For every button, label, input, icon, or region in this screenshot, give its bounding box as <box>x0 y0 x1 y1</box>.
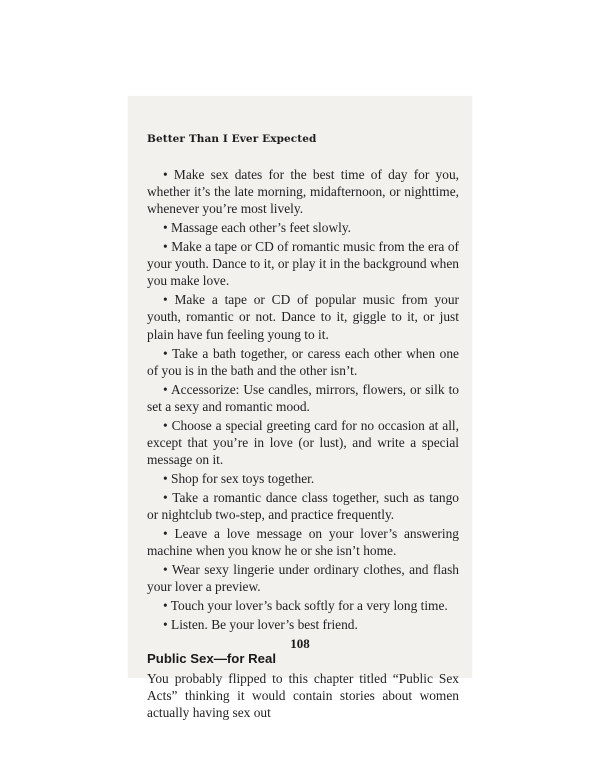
section-heading: Public Sex—for Real <box>147 651 276 667</box>
bullet-item: • Touch your lover’s back softly for a very long time. <box>163 598 448 614</box>
book-page <box>128 96 472 721</box>
bullet-item: • Take a bath together, or caress each other when one of you is in the bath and the other isn’t. <box>147 345 459 378</box>
bullet-item: • Accessorize: Use candles, mirrors, flowers, or silk to set a sexy and romantic mood. <box>147 381 459 414</box>
bullet-item: • Take a romantic dance class together, such as tango or nightclub two-step, and practice frequently. <box>147 489 459 522</box>
bullet-item: • Make sex dates for the best time of day for you, whether it’s the late morning, midafternoon, or nighttime, whenever you’re most lively. <box>147 167 459 217</box>
running-head: Better Than I Ever Expected <box>147 133 317 145</box>
bullet-item: • Make a tape or CD of romantic music from the era of your youth. Dance to it, or play it in the background when you make love. <box>147 239 459 289</box>
bullet-item: • Wear sexy lingerie under ordinary clothes, and flash your lover a preview. <box>147 561 459 595</box>
section-paragraph: You probably flipped to this chapter titled “Public Sex Acts” thinking it would contain stories about women actually having sex out <box>147 671 459 721</box>
bullet-item: • Leave a love message on your lover’s answering machine when you know he or she isn’t home. <box>147 525 459 558</box>
bullet-item: • Make a tape or CD of popular music from your youth, romantic or not. Dance to it, giggle to it, or just plain have fun feeling young to it. <box>147 292 459 342</box>
bullet-item: • Shop for sex toys together. <box>163 470 315 486</box>
page-number: 108 <box>290 636 310 651</box>
bullet-item: • Listen. Be your lover’s best friend. <box>163 617 358 633</box>
bullet-item: • Choose a special greeting card for no occasion at all, except that you’re in love (or lust), and write a special message on it. <box>147 417 459 467</box>
bullet-item: • Massage each other’s feet slowly. <box>163 220 352 236</box>
